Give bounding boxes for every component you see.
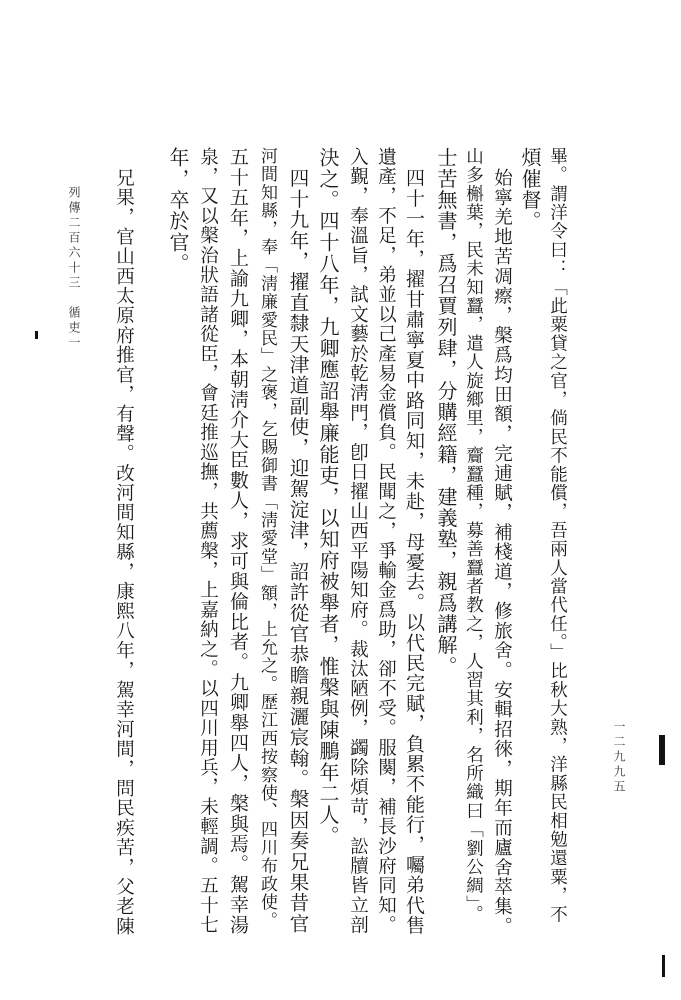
text-column-7: 遺產，不足，弟並以己產易金償負。民聞之，爭輸金爲助，卻不受。服闋，補長沙府同知。 xyxy=(375,147,397,935)
text-column-4: 山多槲葉，民未知蠶，遣人旋鄉里，齎蠶種，募善蠶者教之，人習其利，名所織曰「劉公綢」。 xyxy=(463,147,484,924)
text-column-12: 五十五年，上諭九卿，本朝淸介大臣數人，求可與倫比者。九卿舉四人，槃與焉。駕幸湯 xyxy=(227,147,249,935)
scan-speck xyxy=(35,331,38,339)
text-column-6: 四十一年，擢甘肅寧夏中路同知，未赴，母憂去。以代民完賦，負累不能行，囑弟代售 xyxy=(403,168,425,936)
text-column-8: 入覲，奉溫旨，試文藝於乾淸門，卽日擢山西平陽知府。裁汰陋例，蠲除煩苛，訟牘皆立剖 xyxy=(347,147,369,935)
running-header: 列傳二百六十三 循吏一 xyxy=(67,186,81,351)
text-column-15: 兄果，官山西太原府推官，有聲。改河間知縣，康熙八年，駕幸河間，問民疾苦，父老陳 xyxy=(113,168,135,937)
text-column-9: 決之。四十八年，九卿應詔舉廉能吏，以知府被舉者，惟槃與陳鵬年二人。 xyxy=(316,147,340,847)
scan-edge-mark xyxy=(662,955,665,977)
text-column-13: 泉，又以槃治狀語諸從臣，會廷推巡撫，共薦槃，上嘉納之。以四川用兵，未輕調。五十七 xyxy=(197,147,219,935)
text-column-3: 始寧羌地苦凋瘵，槃爲均田額，完逋賦，補棧道，修旅舍。安輯招徠，期年而廬舍萃集。 xyxy=(491,168,513,937)
text-column-11: 河間知縣，奉「淸廉愛民」之褒，乞賜御書「淸愛堂」額，上允之。歷江西按察使、四川布政使。 xyxy=(257,147,277,930)
text-column-10: 四十九年，擢直隸天津道副使，迎駕淀津，詔許從官恭瞻親灑宸翰。槃因奏兄果昔官 xyxy=(286,168,310,934)
page-number: 一二九九五 xyxy=(612,720,626,795)
scan-edge-mark xyxy=(659,735,665,765)
text-column-2: 煩催督。 xyxy=(518,147,542,232)
text-column-14: 年，卒於官。 xyxy=(166,147,190,275)
text-column-5: 士苦無書，爲召賈列肆，分購經籍，建義塾，親爲講解。 xyxy=(434,147,458,677)
text-column-1: 畢。謂洋令曰：「此粟貸之官，倘民不能償，吾兩人當代任。」比秋大熟，洋縣民相勉還粟，不 xyxy=(547,147,568,924)
